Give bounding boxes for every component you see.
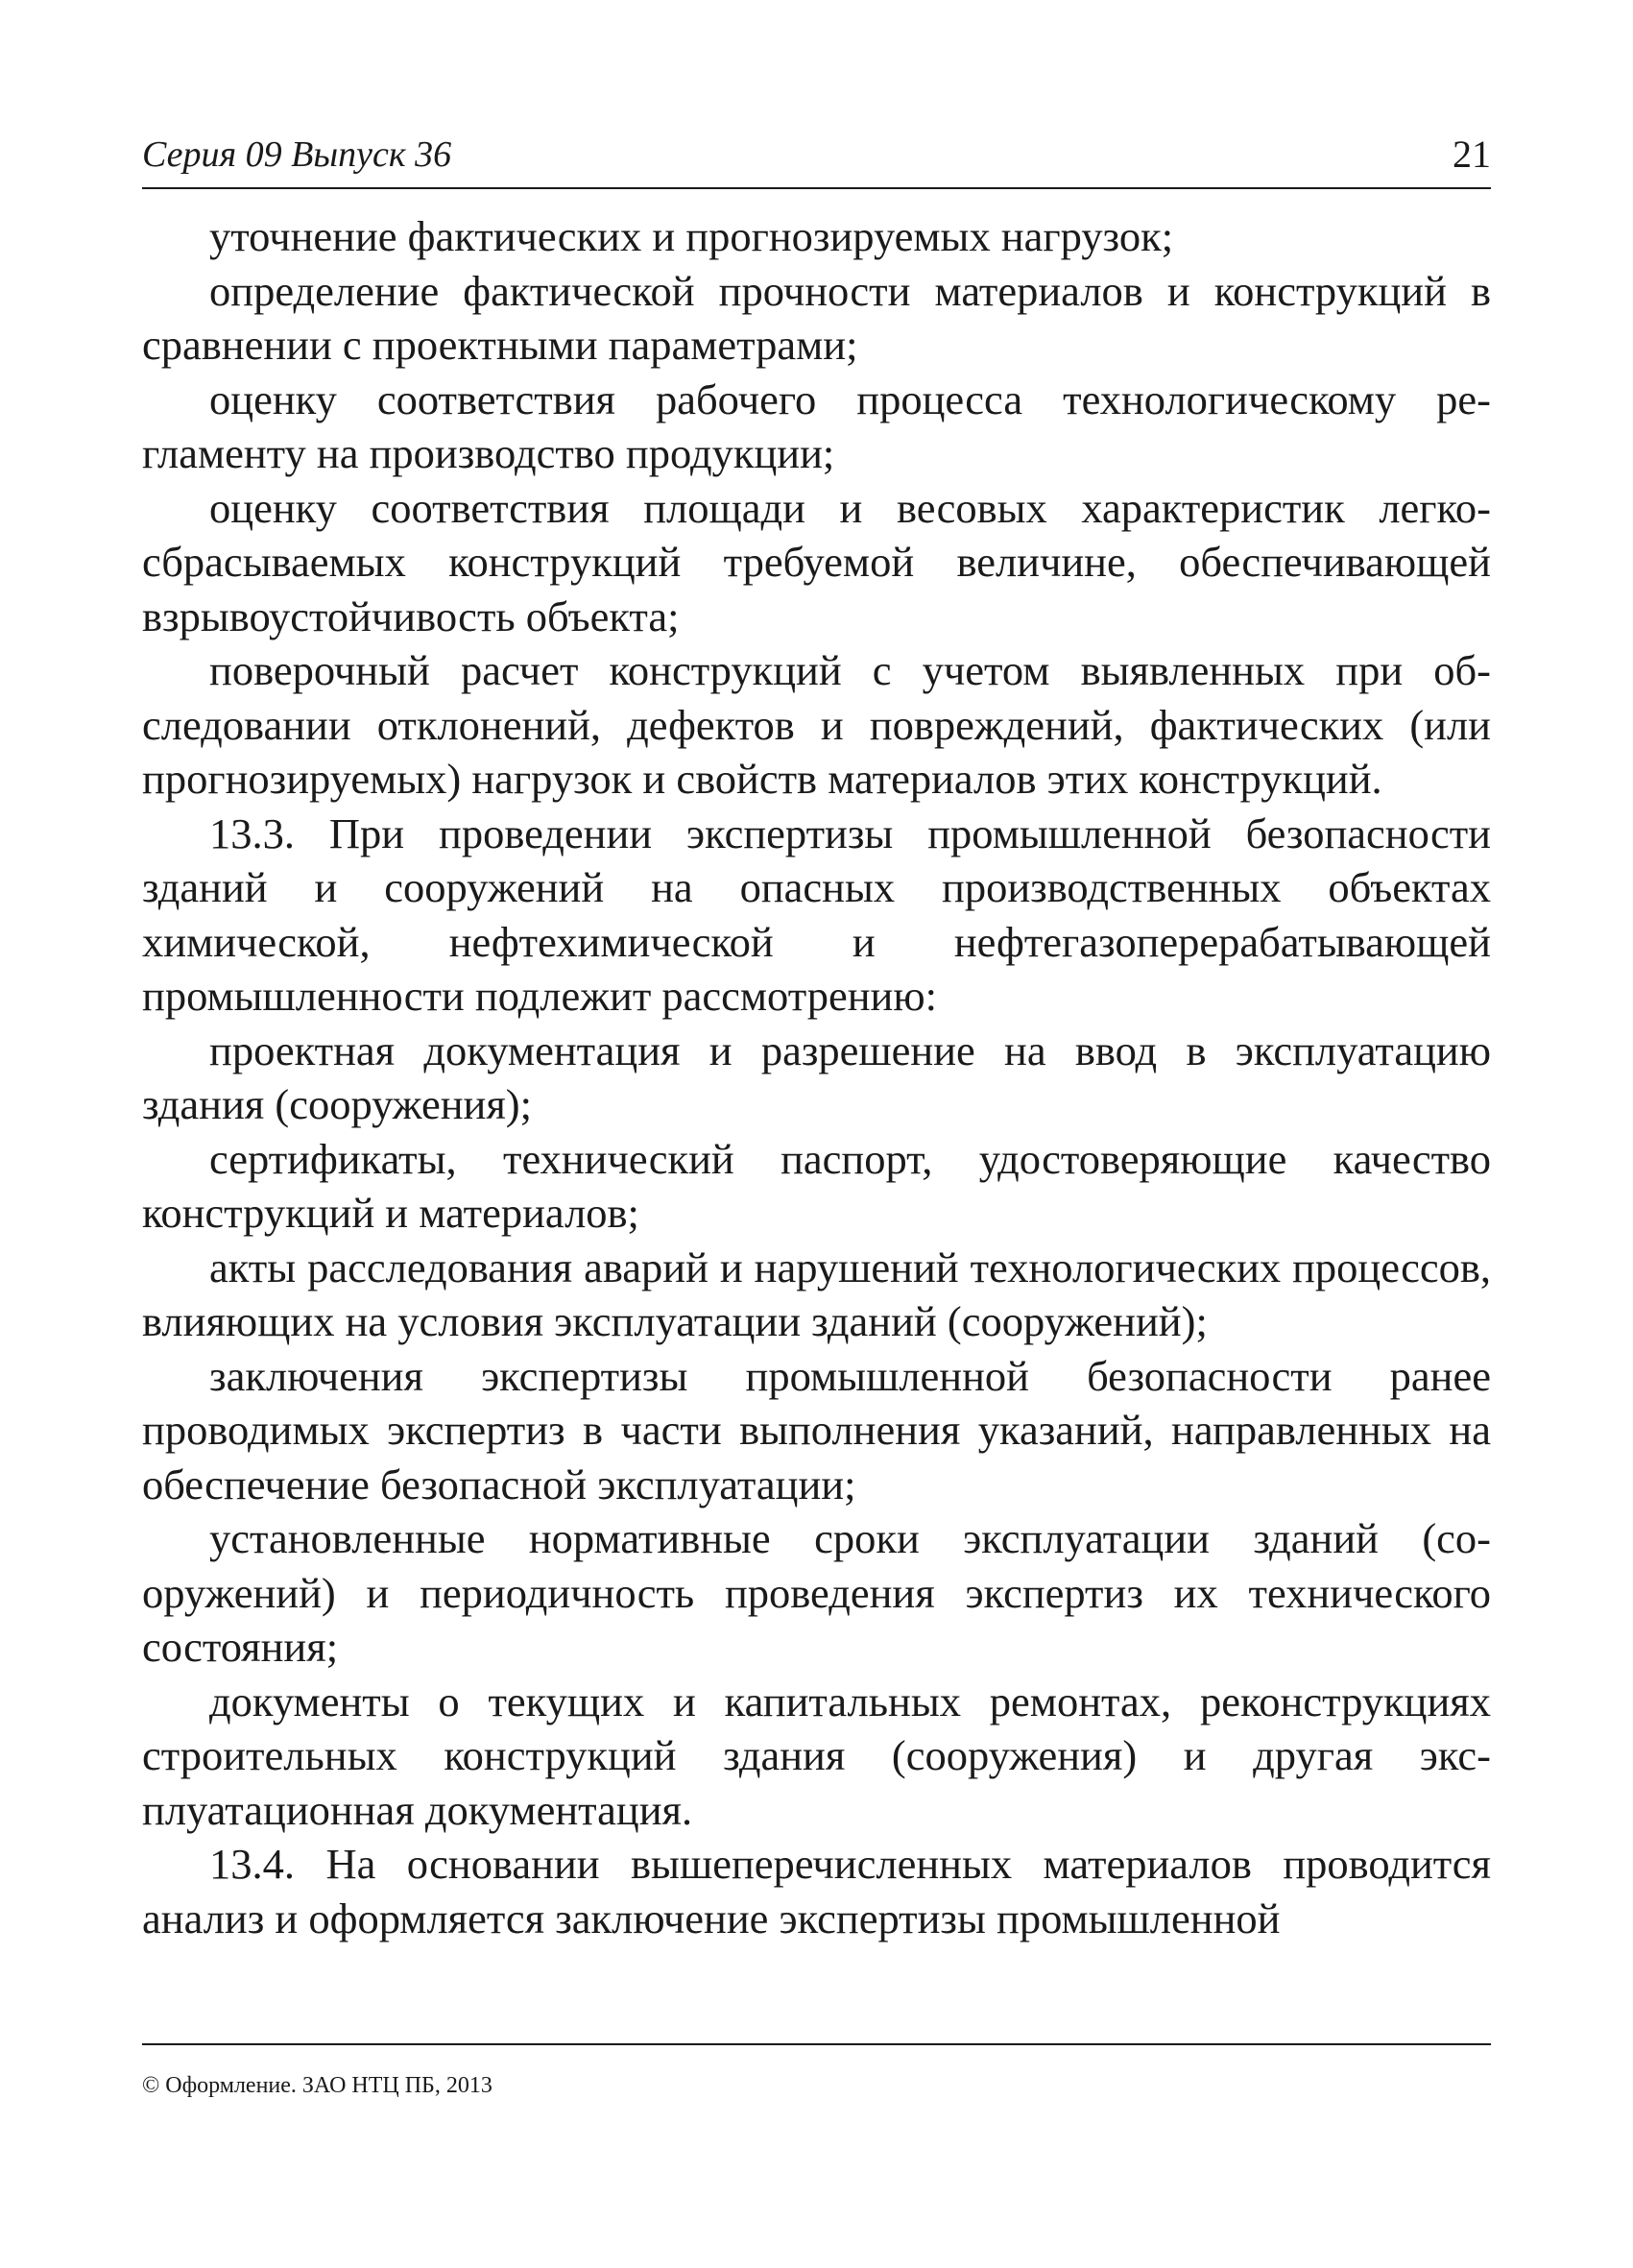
paragraph: поверочный расчет конструкций с учетом выявленных при обследовании отклонений, дефектов и повреждений, фактических (или прогнозируемых) нагрузок и свойств материалов этих конструкций.: [142, 646, 1491, 803]
paragraph: сертификаты, технический паспорт, удостоверяющие качество конструкций и материалов;: [142, 1134, 1491, 1237]
page-header: [142, 130, 1491, 189]
section-paragraph: 13.4. На основании вышеперечисленных материалов проводится анализ и оформляется заключение экспертизы промышленной: [142, 1840, 1491, 1942]
paragraph: определение фактической прочности материалов и конструкций в сравнении с проектными параметрами;: [142, 266, 1491, 369]
paragraph: оценку соответствия рабочего процесса технологическому регламенту на производство продукции;: [142, 374, 1491, 477]
series-title: Серия 09 Выпуск 36: [142, 134, 452, 175]
section-paragraph: 13.3. При проведении экспертизы промышленной безопасности зданий и сооружений на опасных производственных объектах химической, нефтехимической и нефтегазоперерабатывающей промышленности подлежит рассмотрению:: [142, 808, 1491, 1020]
body-text: [142, 209, 1491, 1945]
copyright-notice: © Оформление. ЗАО НТЦ ПБ, 2013: [142, 2073, 492, 2098]
paragraph: документы о текущих и капитальных ремонтах, реконструкциях строительных конструкций здания (сооружения) и другая эксплуатационная документация.: [142, 1677, 1491, 1834]
paragraph: уточнение фактических и прогнозируемых нагрузок;: [209, 212, 1174, 260]
paragraph: заключения экспертизы промышленной безопасности ранее проводимых экспертиз в части выполнения указаний, направленных на обеспечение безопасной эксплуатации;: [142, 1351, 1491, 1508]
paragraph: проектная документация и разрешение на ввод в эксплуатацию здания (сооружения);: [142, 1025, 1491, 1128]
paragraph: оценку соответствия площади и весовых характеристик легкосбрасываемых конструкций требуемой величине, обеспечивающей взрывоустойчивость объекта;: [142, 483, 1491, 640]
page-footer: [142, 2043, 1491, 2099]
page-number: 21: [1453, 133, 1491, 176]
paragraph: акты расследования аварий и нарушений технологических процессов, влияющих на условия эксплуатации зданий (сооружений);: [142, 1243, 1491, 1345]
paragraph: установленные нормативные сроки эксплуатации зданий (сооружений) и периодичность проведения экспертиз их технического состояния;: [142, 1514, 1491, 1671]
